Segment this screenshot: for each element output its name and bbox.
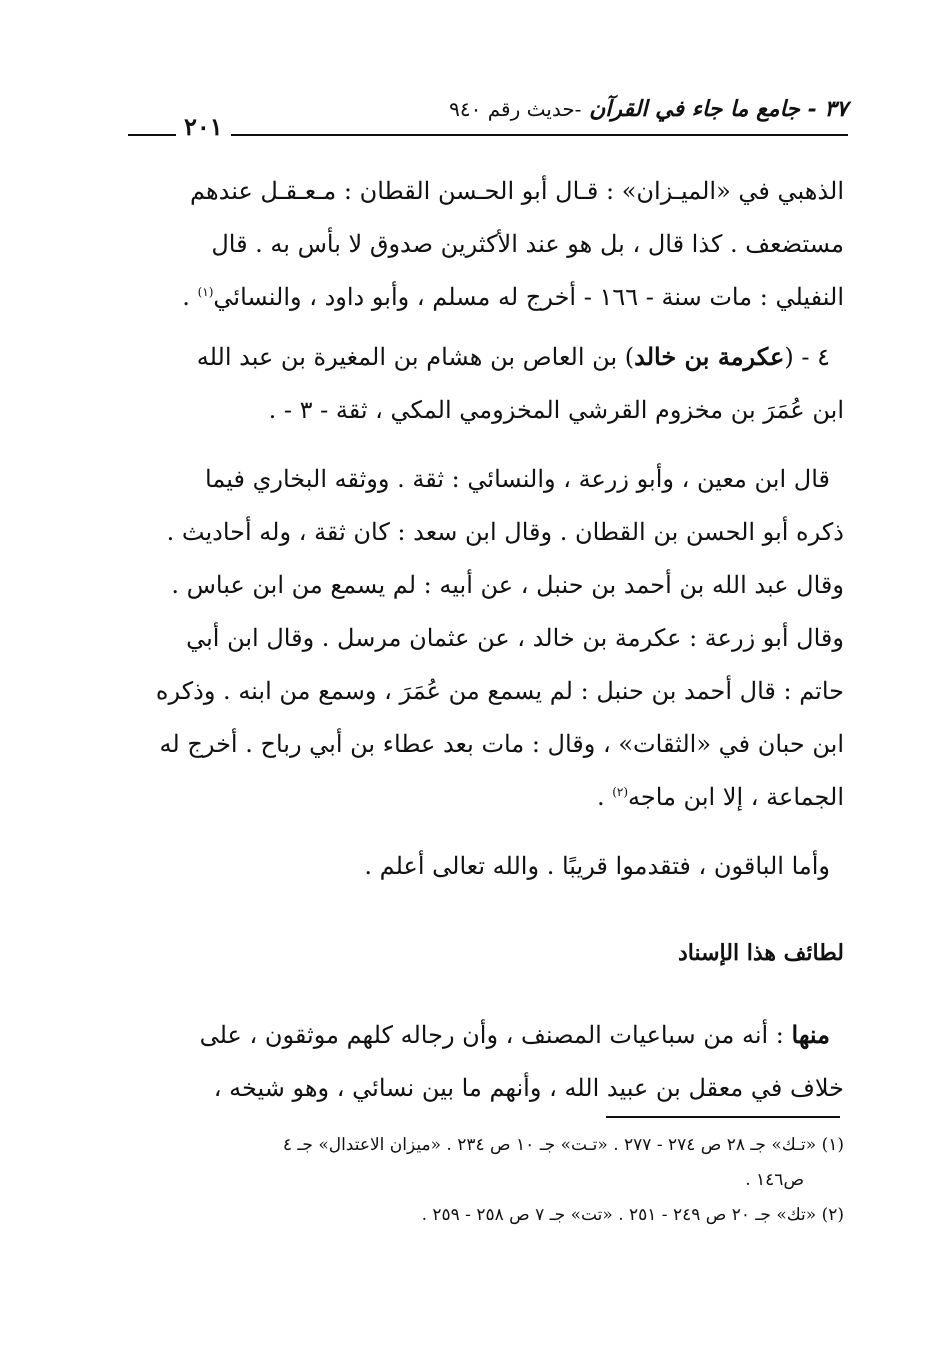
text-line: وأما الباقون ، فتقدموا قريبًا . والله تعالى أعلم .: [364, 852, 830, 880]
text-line: منها : أنه من سباعيات المصنف ، وأن رجاله كلهم موثقون ، على: [199, 1020, 830, 1049]
header-rule: [128, 134, 848, 136]
text-line: الجماعة ، إلا ابن ماجه$^{(٢)}$ .: [596, 783, 844, 811]
section-title: لطائف هذا الإسناد: [677, 940, 844, 966]
footnote-continuation: ص١٤٦ .: [745, 1170, 804, 1190]
header-title: [449, 96, 848, 122]
main-text: [128, 165, 844, 1115]
page-number: ٢٠١: [176, 112, 231, 141]
text-line: قال ابن معين ، وأبو زرعة ، والنسائي : ثقة . ووثقه البخاري فيما: [205, 465, 830, 493]
text-line: حاتم : قال أحمد بن حنبل : لم يسمع من عُمَرَ ، وسمع من ابنه . وذكره: [155, 677, 844, 705]
footnote-ref: (٢): [612, 785, 629, 799]
lead-word: منها: [791, 1020, 830, 1049]
narrator-name: عكرمة بن خالد: [634, 342, 785, 371]
running-header: [128, 92, 848, 142]
book-title: ٣٧ - جامع ما جاء في القرآن: [589, 96, 848, 122]
text-line: ذكره أبو الحسن بن القطان . وقال ابن سعد : كان ثقة ، وله أحاديث .: [166, 518, 844, 546]
footnote: (٢) «تك» جـ ٢٠ ص ٢٤٩ - ٢٥١ . «تت» جـ ٧ ص ٢٥٨ - ٢٥٩ .: [421, 1205, 844, 1225]
text-line: ابن حبان في «الثقات» ، وقال : مات بعد عطاء بن أبي رباح . أخرج له: [159, 730, 844, 758]
text-line: خلاف في معقل بن عبيد الله ، وأنهم ما بين نسائي ، وهو شيخه ،: [213, 1074, 844, 1102]
footnote: (١) «تـك» جـ ٢٨ ص ٢٧٤ - ٢٧٧ . «تـت» جـ ١٠ ص ٢٣٤ . «ميزان الاعتدال» جـ ٤: [282, 1135, 844, 1155]
text-line: مستضعف . كذا قال ، بل هو عند الأكثرين صدوق لا بأس به . قال: [211, 230, 844, 258]
text-line: النفيلي : مات سنة - ١٦٦ - أخرج له مسلم ، وأبو داود ، والنسائي$^{(١)}$ .: [182, 283, 844, 311]
text-line: وقال أبو زرعة : عكرمة بن خالد ، عن عثمان مرسل . وقال ابن أبي: [186, 624, 844, 652]
hadith-number: -حديث رقم ٩٤٠: [449, 97, 582, 121]
narrator-entry-heading: ٤ - (عكرمة بن خالد) بن العاص بن هشام بن المغيرة بن عبد الله: [196, 342, 830, 371]
text-line: وقال عبد الله بن أحمد بن حنبل ، عن أبيه : لم يسمع من ابن عباس .: [171, 571, 844, 599]
text-line: الذهبي في «الميـزان» : قـال أبو الحـسن القطان : مـعـقـل عندهم: [189, 177, 844, 205]
footnotes: [130, 1128, 844, 1233]
text-line: ابن عُمَرَ بن مخزوم القرشي المخزومي المكي ، ثقة - ٣ - .: [268, 396, 844, 424]
footnote-ref: (١): [197, 285, 214, 299]
footnote-divider: [606, 1116, 840, 1118]
